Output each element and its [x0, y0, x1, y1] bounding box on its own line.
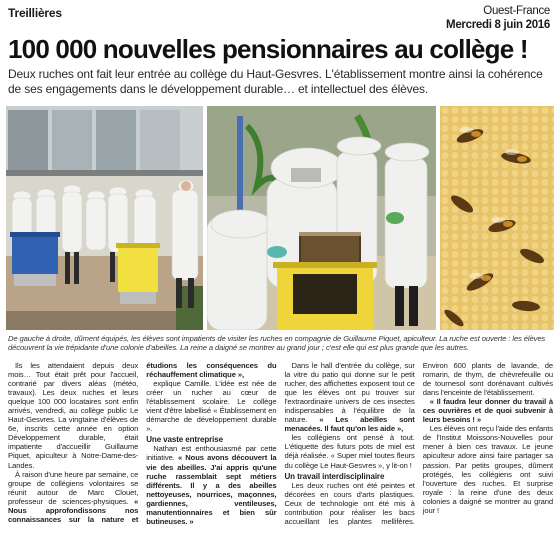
subheading: Une vaste entreprise: [146, 435, 223, 445]
body-paragraph: Ils les attendaient depuis deux mois… Tout était prêt pour l'accueil, contrarié par divers aléas (météo, travaux). Les deux ruches et leurs quelque 100 000 locataires sont enfin arrivés, vendredi, au collège public Le Haut-Gesvres. La vingtaine d'élèves de 6e, inscrits cette année en option Développement durable, était impatiente d'accueillir Guillaume Piquet, apiculteur à Notre-Dame-des-Landes.: [8, 361, 139, 470]
body-paragraph: Nathan est enthousiasmé par cette initiative. « Nous avons découvert la vie des abeilles. J'ai appris qu'une ruche rassemblait sept métiers différents. Il y a des abeilles nettoyeuses, nourrices, maçonnes, gardiennes, ventileuses, manutentionnaires et bien sûr butineuses. »: [146, 444, 277, 526]
lede: Deux ruches ont fait leur entrée au collège du Haut-Gesvres. L'établissement montre ainsi la cohérence de ses engagements dans le développement durable… et intellectuel des élèves.: [8, 67, 543, 96]
section-rubric: Treillières: [8, 6, 62, 20]
photo-hive-opening: [207, 106, 436, 330]
body-paragraph: explique Camille. L'idée est née de créer un rucher au cœur de l'établissement scolaire. Le collège vient d'être labellisé « Établissement en démarche de développement durable ».: [146, 379, 277, 434]
photo-caption: De gauche à droite, dûment équipés, les élèves sont impatients de visiter les ruches en compagnie de Guillaume Piquet, apiculteur. La ruche est ouverte : les élèves découvrent la vie trépidante d'une colonie d'abeilles. La reine a daigné se montrer au grand jour ; c'est elle qui est plus grande que les autres.: [8, 334, 546, 353]
article-body: [8, 361, 553, 556]
body-paragraph: les collégiens ont pensé à tout. L'étiquette des futurs pots de miel est déjà réalisée. « Super miel toutes fleurs du collège Le Haut-Gesvres », y lit-on !: [284, 433, 415, 470]
publication-date: Mercredi 8 juin 2016: [446, 19, 550, 31]
body-paragraph: « Il faudra leur donner du travail à ces ouvrières et de quoi subvenir à leurs besoins ! »: [422, 397, 553, 425]
photo-strip: [6, 106, 554, 330]
body-paragraph: Les élèves ont reçu l'aide des enfants de l'Institut Moissons-Nouvelles pour mener à bien ces travaux. Le jeune apiculteur adore ainsi faire partager sa passion. Par petits groupes, dûment protégés, les collégiens ont suivi l'ouverture des ruches. Et surprise royale : la reine d'une des deux colonies a daigné se montrer au grand jour !: [422, 424, 553, 515]
source-block: [446, 4, 550, 32]
publication-name: Ouest-France: [483, 5, 550, 17]
body-paragraph: À raison d'une heure par semaine, ce groupe de collégiens volontaires se réunit autour de Marc Clouet, professeur de sciences-physiques. « Nous approfondissons nos connaissances sur la nature et étudions les conséquences du réchauffement climatique »,: [8, 361, 277, 524]
headline: 100 000 nouvelles pensionnaires au collège !: [8, 34, 528, 64]
body-paragraph: Dans le hall d'entrée du collège, sur la vitre du patio qui donne sur le petit rucher, des affichettes exposent tout ce que les élèves ont pu trouver sur l'extraordinaire univers de ces insectes indispensables à l'équilibre de la nature. « Les abeilles sont menacées. Il faut qu'on les aide »,: [284, 361, 415, 434]
subheading: Un travail interdisciplinaire: [284, 471, 385, 481]
body-paragraph: Les deux ruches ont été peintes et décorées en cours d'arts plastiques. Ceux de technologie ont été mis à contribution pour réaliser les bacs accueillant les plantes mellifères. Environ 600 plants de lavande, de romarin, de thym, de chèvrefeuille ou de tournesol sont dorénavant cultivés dans l'enceinte de l'établissement.: [284, 361, 553, 526]
photo-students-group: [6, 106, 203, 330]
photo-bees-closeup: [440, 106, 554, 330]
